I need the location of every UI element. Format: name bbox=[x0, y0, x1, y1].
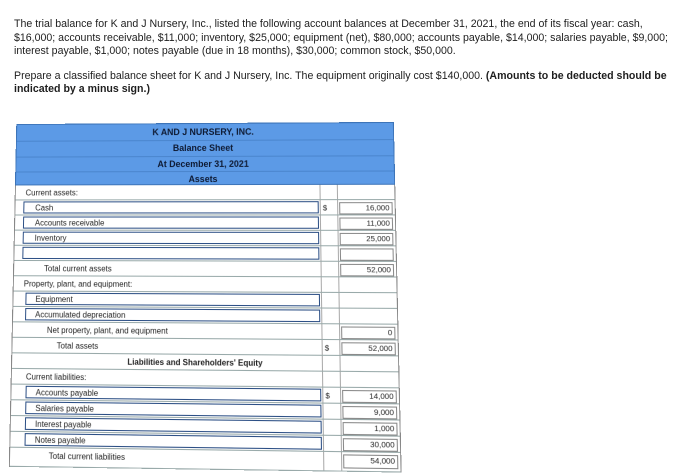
table-row bbox=[14, 246, 396, 262]
balance-sheet-header bbox=[15, 122, 395, 186]
total-assets-label: Total assets bbox=[56, 341, 99, 351]
table-row bbox=[15, 200, 395, 215]
interest-label: Interest payable bbox=[34, 419, 92, 430]
dollar-sign: $ bbox=[322, 203, 328, 213]
statement-title: Balance Sheet bbox=[172, 142, 234, 154]
table-row bbox=[10, 448, 401, 473]
instruction-bold: (Amounts to be deducted should be indicated by a minus sign.) bbox=[14, 69, 667, 96]
cash-label: Cash bbox=[35, 203, 54, 213]
problem-statement bbox=[14, 18, 678, 108]
salaries-amount-input[interactable]: 9,000 bbox=[342, 406, 397, 419]
interest-amount-input[interactable]: 1,000 bbox=[343, 422, 398, 436]
company-name: K AND J NURSERY, INC. bbox=[152, 126, 254, 138]
ar-amount-input[interactable]: 11,000 bbox=[339, 218, 393, 230]
balance-sheet-grid bbox=[9, 185, 402, 473]
table-row bbox=[15, 215, 395, 230]
cash-amount-input[interactable]: 16,000 bbox=[339, 202, 393, 214]
instruction-text: Prepare a classified balance sheet for K and J Nursery, Inc. The equipment originally cost $140,000. bbox=[14, 69, 483, 82]
total-current-liabilities-label: Total current liabilities bbox=[48, 451, 126, 463]
assets-heading: Assets bbox=[188, 173, 218, 185]
blank-asset-amount-input[interactable] bbox=[340, 248, 394, 261]
total-current-liabilities-amount[interactable]: 54,000 bbox=[343, 454, 398, 469]
current-assets-label: Current assets: bbox=[25, 188, 79, 198]
dollar-sign: $ bbox=[324, 343, 330, 353]
notes-amount-input[interactable]: 30,000 bbox=[343, 438, 398, 452]
statement-date: At December 31, 2021 bbox=[157, 158, 249, 170]
ppe-label: Property, plant, and equipment: bbox=[23, 279, 133, 289]
table-row bbox=[16, 185, 395, 201]
accum-dep-label: Accumulated depreciation bbox=[35, 310, 126, 320]
problem-paragraph-1: The trial balance for K and J Nursery, Inc., listed the following account balances at December 31, 2021, the end of its fiscal year: cash, $16,000; accounts receivable, $11,000; inventory, $25,000; equipment (net), $80,000; accounts payable, $14,000; salaries payable, $9,000; interest payable, $1,000; notes payable (due in 18 months), $30,000; common stock, $50,000. bbox=[14, 18, 668, 58]
problem-paragraph-2 bbox=[14, 70, 678, 97]
table-row bbox=[15, 231, 396, 247]
total-current-assets-amount[interactable]: 52,000 bbox=[340, 264, 394, 277]
inventory-label-input[interactable] bbox=[23, 232, 320, 245]
liabilities-heading: Liabilities and Shareholders' Equity bbox=[127, 357, 263, 368]
total-assets-amount[interactable]: 52,000 bbox=[341, 342, 396, 355]
table-row bbox=[14, 261, 396, 278]
salaries-label: Salaries payable bbox=[35, 403, 94, 414]
blank-asset-input[interactable] bbox=[22, 247, 319, 260]
inventory-amount-input[interactable]: 25,000 bbox=[340, 233, 394, 245]
dollar-sign: $ bbox=[325, 390, 330, 401]
ap-amount-input[interactable]: 14,000 bbox=[342, 390, 397, 403]
ar-label: Accounts receivable bbox=[34, 218, 105, 228]
notes-label: Notes payable bbox=[34, 435, 86, 446]
balance-sheet bbox=[9, 122, 402, 473]
ap-label: Accounts payable bbox=[35, 387, 99, 399]
total-current-assets-label: Total current assets bbox=[43, 264, 112, 274]
net-ppe-label: Net property, plant, and equipment bbox=[46, 325, 168, 336]
inventory-label: Inventory bbox=[34, 233, 67, 243]
equipment-label: Equipment bbox=[35, 294, 73, 305]
cash-label-input[interactable] bbox=[23, 201, 319, 213]
net-ppe-amount[interactable]: 0 bbox=[341, 326, 395, 339]
current-liabilities-label: Current liabilities: bbox=[25, 372, 87, 383]
table-row bbox=[14, 276, 397, 293]
